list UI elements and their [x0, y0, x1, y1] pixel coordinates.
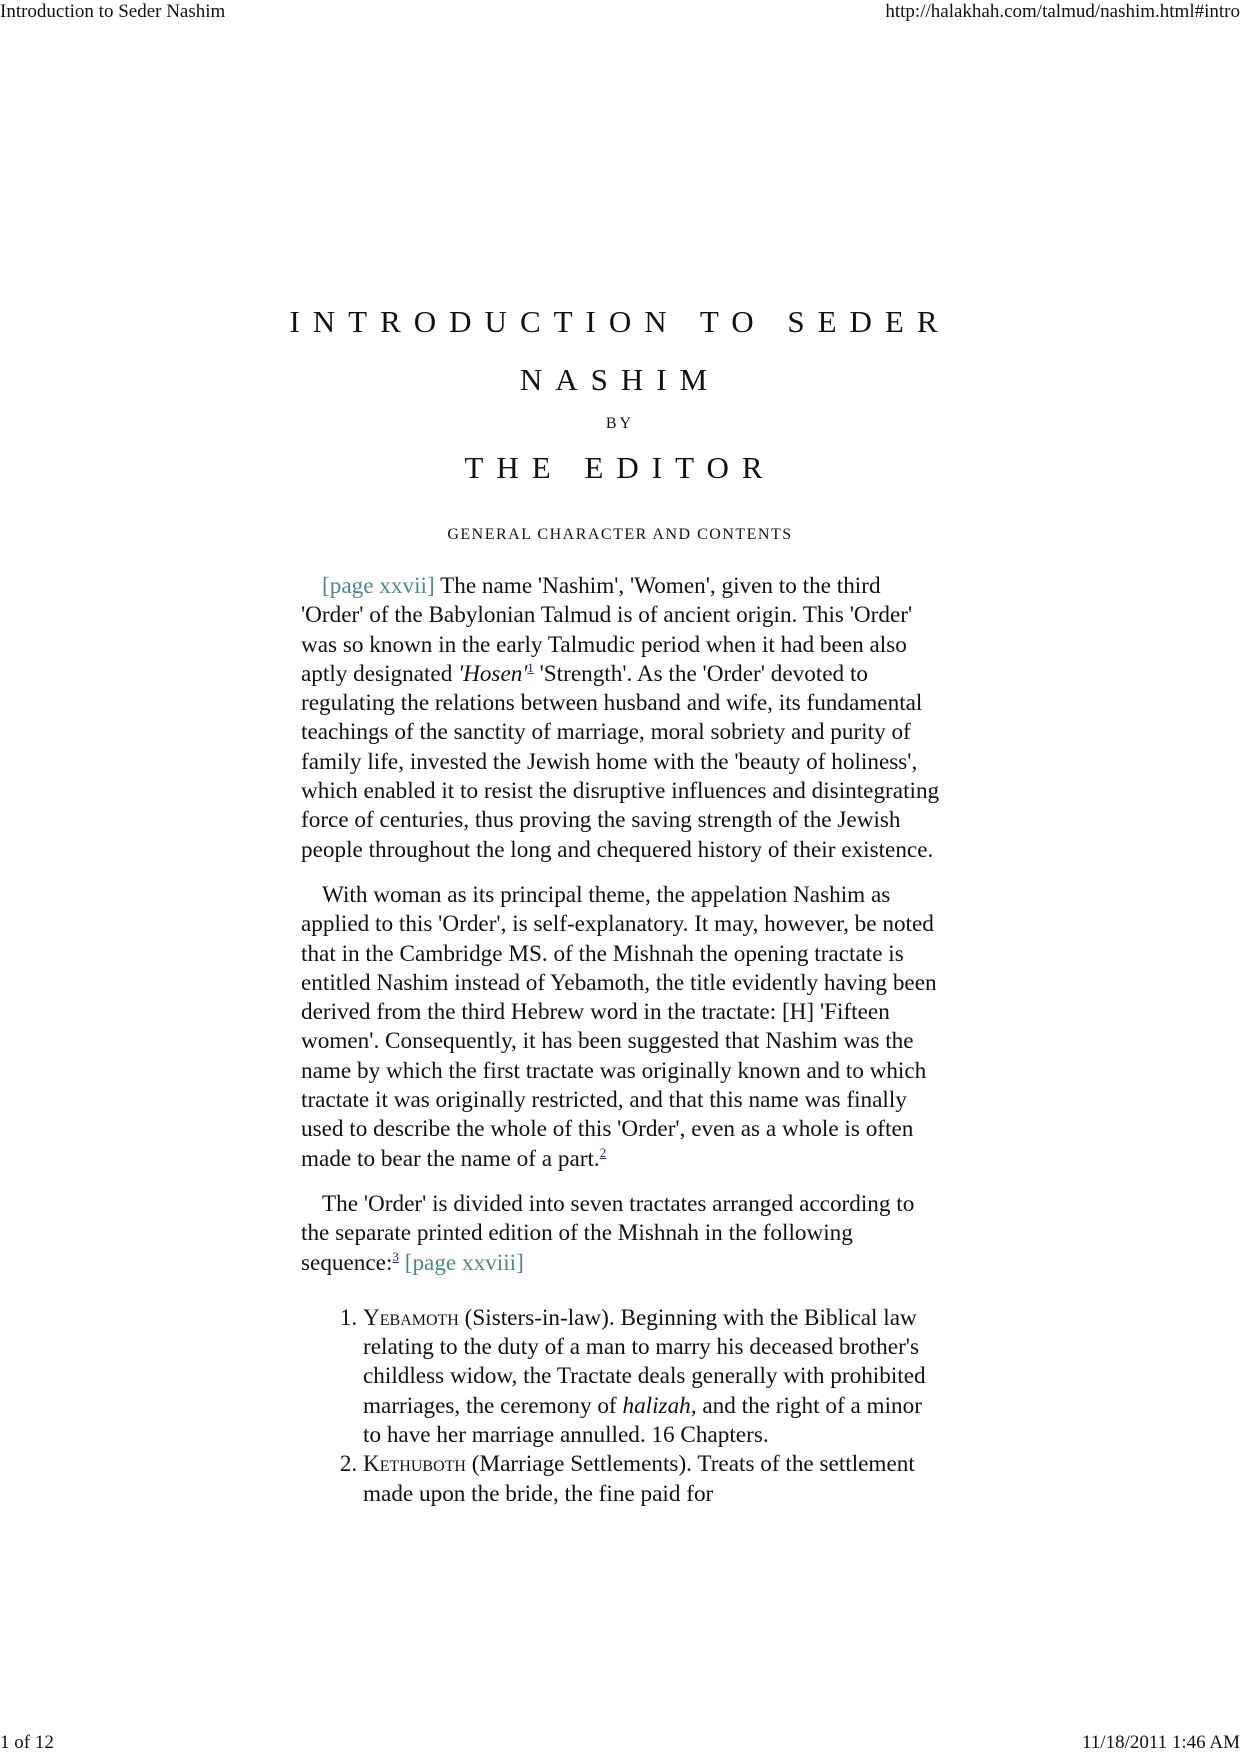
main-text: [301, 572, 941, 1509]
footnote-link-2[interactable]: 2: [599, 1144, 607, 1160]
paragraph-text: 'Strength'. As the 'Order' devoted to regulating the relations between husband and wife, its fundamental teachings of the sanctity of marriage, moral sobriety and purity of family life, invested the Jewish home with the 'beauty of holiness', which enabled it to resist the disruptive influences and disintegrating force of centuries, thus proving the saving strength of the Jewish people throughout the long and chequered history of their existence.: [301, 660, 940, 863]
footnote-link-3[interactable]: 3: [392, 1248, 399, 1264]
footnote-link-1[interactable]: 1: [527, 659, 534, 675]
paragraph-2: [301, 881, 941, 1174]
tractate-name: Yebamoth: [363, 1304, 459, 1331]
paragraph-text: The 'Order' is divided into seven tractates arranged according to the separate printed edition of the Mishnah in the following sequence:: [301, 1190, 915, 1276]
paragraph-1: [301, 572, 941, 865]
title-line-2: NASHIM: [519, 362, 721, 397]
document-title-header: Introduction to Seder Nashim: [0, 1, 226, 22]
print-timestamp: 11/18/2011 1:46 AM: [1082, 1732, 1240, 1753]
tractate-list: [301, 1304, 941, 1509]
paragraph-3: [301, 1190, 941, 1278]
list-item: [363, 1304, 941, 1450]
page-reference: [page xxvii]: [322, 573, 435, 599]
author-line: THE EDITOR: [464, 450, 776, 485]
page-reference: [page xxviii]: [404, 1249, 524, 1276]
list-item-text: (Marriage Settlements). Treats of the settlement made upon the bride, the fine paid for: [363, 1451, 915, 1507]
document-url-header: http://halakhah.com/talmud/nashim.html#intro: [885, 1, 1240, 22]
tractate-name: Kethuboth: [363, 1451, 466, 1478]
list-item-text: and the right of a minor to have her marriage annulled. 16 Chapters.: [363, 1392, 922, 1449]
list-item: [363, 1450, 941, 1509]
italic-term: halizah,: [622, 1392, 697, 1419]
page-counter: 1 of 12: [0, 1732, 54, 1753]
paragraph-text: The name 'Nashim', 'Women', given to the third 'Order' of the Babylonian Talmud is of ancient origin. This 'Order' was so known in the early Talmudic period when it had been also aptly designated: [301, 573, 913, 687]
paragraph-text: With woman as its principal theme, the appelation Nashim as applied to this 'Order', is self-explanatory. It may, however, be noted that in the Cambridge MS. of the Mishnah the opening tractate is entitled Nashim instead of Yebamoth, the title evidently having been derived from the third Hebrew word in the tractate: [H] 'Fifteen women'. Consequently, it has been suggested that Nashim was the name by which the first tractate was originally known and to which tractate it was originally restricted, and that this name was finally used to describe the whole of this 'Order', even as a whole is often made to bear the name of a part.: [301, 881, 937, 1172]
byline: BY: [605, 415, 635, 432]
title-line-1: INTRODUCTION TO SEDER: [289, 304, 951, 339]
section-heading: GENERAL CHARACTER AND CONTENTS: [447, 526, 793, 543]
list-item-text: (Sisters-in-law). Beginning with the Biblical law relating to the duty of a man to marry his deceased brother's childless widow, the Tractate deals generally with prohibited marriages, the ceremony of: [363, 1304, 926, 1419]
italic-term: 'Hosen': [458, 660, 528, 687]
